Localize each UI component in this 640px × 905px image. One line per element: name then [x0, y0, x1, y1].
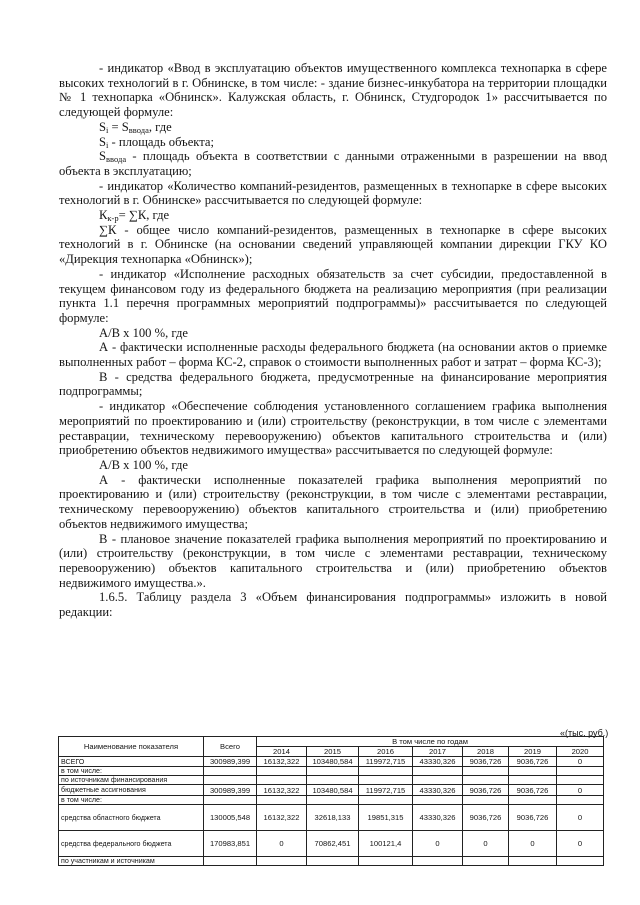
cell-2015: 32618,133: [307, 805, 359, 831]
cell-2019: 9036,726: [509, 805, 557, 831]
cell-2020: [557, 776, 604, 785]
formula-text: , где: [148, 119, 172, 134]
cell-2019: 9036,726: [509, 757, 557, 767]
formula-ratio-2: А/В х 100 %, где: [99, 457, 188, 472]
formula-subscript: к-р: [107, 213, 119, 224]
cell-2018: 9036,726: [463, 805, 509, 831]
table-row: [59, 857, 604, 866]
cell-2019: [509, 776, 557, 785]
definition-sum-k: ∑К - общее число компаний-резидентов, размещенных в технопарке в сфере высоких технологий в г. Обнинске (на основании сведений управляющей компании дирекции ГКУ КО «Дирекция технопарка «Обнинск»);: [59, 222, 607, 267]
header-year-2020: 2020: [557, 747, 604, 757]
formula-subscript: ввода: [128, 124, 149, 135]
definition-si: [59, 135, 607, 150]
cell-2020: 0: [557, 805, 604, 831]
header-years-group: В том числе по годам: [257, 737, 604, 747]
header-year-2014: 2014: [257, 747, 307, 757]
cell-2015: [307, 767, 359, 776]
cell-2016: 19851,315: [359, 805, 413, 831]
document-body: [59, 61, 607, 620]
cell-2015: [307, 857, 359, 866]
paragraph-indicator-commissioning: - индикатор «Ввод в эксплуатацию объектов имущественного комплекса технопарка в сфере высоких технологий в г. Обнинске, в том числе: - здание бизнес-инкубатора на территории площадки № 1 технопарка «Обнинск». Калужская область, г. Обнинск, Студгородок 1» рассчитывается по следующей формуле:: [59, 61, 607, 120]
cell-2016: [359, 796, 413, 805]
cell-2020: [557, 767, 604, 776]
cell-2016: 119972,715: [359, 757, 413, 767]
cell-2014: 0: [257, 831, 307, 857]
table-row: [59, 767, 604, 776]
cell-2017: [413, 857, 463, 866]
cell-2019: 9036,726: [509, 785, 557, 796]
row-total: 300989,399: [204, 757, 257, 767]
row-label: в том числе:: [59, 767, 204, 776]
cell-2017: [413, 796, 463, 805]
formula-text: = ∑К, где: [118, 208, 170, 223]
table-row: [59, 831, 604, 857]
cell-2017: 43330,326: [413, 757, 463, 767]
header-indicator-name: Наименование показателя: [59, 737, 204, 757]
cell-2016: [359, 776, 413, 785]
header-total: Всего: [204, 737, 257, 757]
cell-2016: [359, 857, 413, 866]
definition-b-2: В - плановое значение показателей графика выполнения мероприятий по проектированию и (или) строительству (реконструкции, в том числе с элементами реставрации, техническому перевооружению) объектов капитального строительства и (или) приобретению объектов недвижимого имущества.».: [59, 531, 607, 590]
cell-2016: [359, 767, 413, 776]
row-total: [204, 796, 257, 805]
header-year-2016: 2016: [359, 747, 413, 757]
definition-a-1: А - фактически исполненные расходы федерального бюджета (на основании актов о приемке выполненных работ – форма КС-2, справок о стоимости выполненных работ и затрат – форма КС-3);: [59, 340, 607, 370]
formula-area: [59, 120, 607, 135]
formula-residents: [59, 208, 607, 223]
cell-2017: 0: [413, 831, 463, 857]
definition-symbol: S: [99, 134, 107, 149]
table-row: [59, 757, 604, 767]
cell-2020: 0: [557, 831, 604, 857]
cell-2015: 103480,584: [307, 785, 359, 796]
cell-2018: [463, 767, 509, 776]
cell-2014: [257, 776, 307, 785]
paragraph-indicator-residents: - индикатор «Количество компаний-резидентов, размещенных в технопарке в сфере высоких технологий в г. Обнинске» рассчитывается по следующей формуле:: [59, 178, 607, 208]
definition-text: - площадь объекта;: [108, 134, 214, 149]
row-label: средства федерального бюджета: [59, 831, 204, 857]
row-total: [204, 776, 257, 785]
cell-2018: 9036,726: [463, 757, 509, 767]
financing-table: [58, 736, 604, 866]
row-label: ВСЕГО: [59, 757, 204, 767]
cell-2019: [509, 796, 557, 805]
cell-2015: [307, 796, 359, 805]
cell-2014: [257, 767, 307, 776]
row-label: средства областного бюджета: [59, 805, 204, 831]
row-total: [204, 767, 257, 776]
cell-2019: 0: [509, 831, 557, 857]
header-year-2019: 2019: [509, 747, 557, 757]
cell-2019: [509, 857, 557, 866]
cell-2020: 0: [557, 785, 604, 796]
cell-2014: 16132,322: [257, 805, 307, 831]
paragraph-indicator-expenditure: - индикатор «Исполнение расходных обязательств за счет субсидии, предоставленной в текущем финансовом году из федерального бюджета на реализацию мероприятия (при реализации пункта 1.1 перечня программных мероприятий подпрограммы)» рассчитывается по следующей формуле:: [59, 266, 607, 325]
cell-2020: 0: [557, 757, 604, 767]
cell-2018: [463, 796, 509, 805]
table-units-label: «(тыс. руб.): [560, 728, 609, 738]
row-total: [204, 857, 257, 866]
table-row: [59, 796, 604, 805]
cell-2018: 0: [463, 831, 509, 857]
table-row: [59, 805, 604, 831]
cell-2020: [557, 857, 604, 866]
cell-2016: 100121,4: [359, 831, 413, 857]
cell-2018: [463, 776, 509, 785]
paragraph-table-intro: 1.6.5. Таблицу раздела 3 «Объем финансирования подпрограммы» изложить в новой редакции:: [59, 590, 607, 620]
row-total: 170983,851: [204, 831, 257, 857]
row-label: бюджетные ассигнования: [59, 785, 204, 796]
definition-s-vvoda: [59, 149, 607, 178]
cell-2018: 9036,726: [463, 785, 509, 796]
cell-2015: [307, 776, 359, 785]
cell-2014: 16132,322: [257, 757, 307, 767]
definition-symbol: S: [99, 149, 107, 164]
cell-2014: [257, 857, 307, 866]
row-total: 300989,399: [204, 785, 257, 796]
cell-2019: [509, 767, 557, 776]
table-row: [59, 776, 604, 785]
cell-2020: [557, 796, 604, 805]
header-year-2015: 2015: [307, 747, 359, 757]
cell-2017: [413, 776, 463, 785]
cell-2018: [463, 857, 509, 866]
row-label: по источникам финансирования: [59, 776, 204, 785]
definition-subscript: i: [106, 139, 109, 150]
definition-b-1: В - средства федерального бюджета, предусмотренные на финансирование мероприятия подпрограммы;: [59, 369, 607, 399]
paragraph-indicator-schedule: - индикатор «Обеспечение соблюдения установленного соглашением графика выполнения мероприятий по проектированию и (или) строительству (реконструкции, в том числе с элементами реставрации, техническому перевооружению) объектов капитального строительства и (или) приобретению объектов недвижимого имущества» рассчитывается по следующей формуле:: [59, 399, 607, 458]
header-year-2018: 2018: [463, 747, 509, 757]
cell-2017: [413, 767, 463, 776]
formula-symbol: = S: [108, 119, 129, 134]
formula-subscript: i: [106, 124, 109, 135]
formula-ratio-1: А/В х 100 %, где: [99, 325, 188, 340]
cell-2015: 70862,451: [307, 831, 359, 857]
row-label: в том числе:: [59, 796, 204, 805]
formula-symbol: S: [99, 119, 107, 134]
cell-2015: 103480,584: [307, 757, 359, 767]
cell-2017: 43330,326: [413, 805, 463, 831]
formula-symbol: К: [99, 208, 108, 223]
cell-2017: 43330,326: [413, 785, 463, 796]
cell-2014: [257, 796, 307, 805]
header-year-2017: 2017: [413, 747, 463, 757]
definition-text: - площадь объекта в соответствии с данными отраженными в разрешении на ввод объекта в эксплуатацию;: [59, 149, 607, 178]
row-total: 130005,548: [204, 805, 257, 831]
definition-subscript: ввода: [106, 154, 127, 165]
cell-2014: 16132,322: [257, 785, 307, 796]
table-row: [59, 785, 604, 796]
row-label: по участникам и источникам: [59, 857, 204, 866]
cell-2016: 119972,715: [359, 785, 413, 796]
definition-a-2: А - фактически исполненные показателей графика выполнения мероприятий по проектированию и (или) строительству (реконструкции, в том числе с элементами реставрации, техническому перевооружению) объектов капитального строительства и (или) приобретению объектов недвижимого имущества;: [59, 472, 607, 531]
